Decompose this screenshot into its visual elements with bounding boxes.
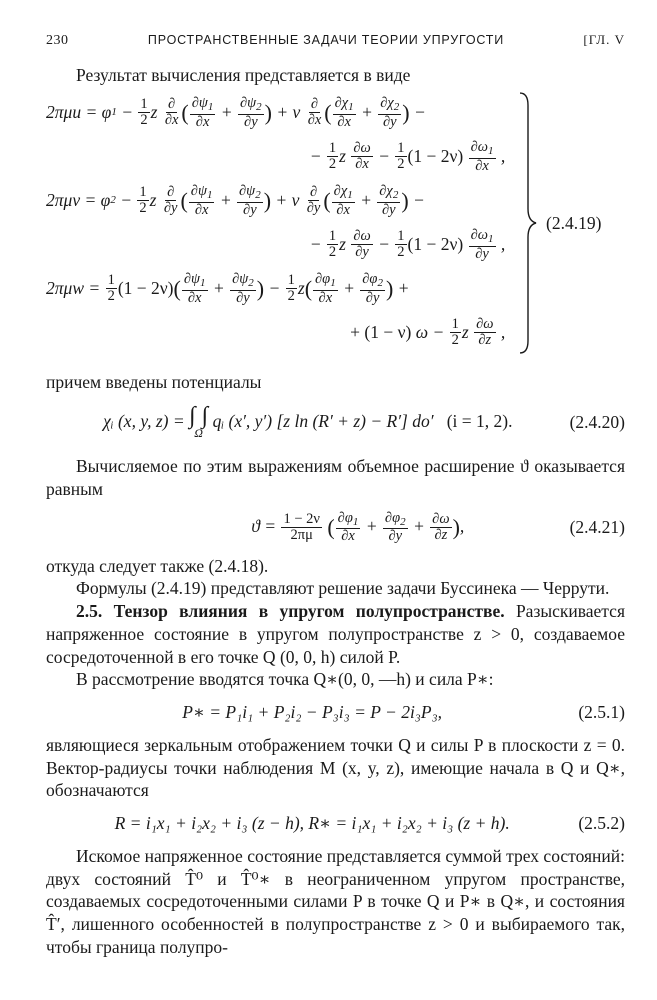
- equation-number: (2.5.1): [578, 702, 625, 723]
- consider-paragraph: В рассмотрение вводятся точка Q∗(0, 0, —h) и сила P∗:: [76, 669, 494, 690]
- section-heading: 2.5. Тензор влияния в упругом полупространстве.: [76, 601, 505, 622]
- eq-line-6: + (1 − ν) ω − $\frac{1}{2}$ z $\frac{\partial\omega}{\partial z}$ ,: [350, 316, 514, 349]
- intro-paragraph: Результат вычисления представляется в виде: [76, 65, 411, 86]
- equation-system-2-4-19: [46, 91, 625, 355]
- page-number: 230: [46, 33, 69, 48]
- eq-line-4: − $\frac{1}{2}$ z $\frac{\partial\omega}{\partial y}$ − $\frac{1}{2}$ (1 − 2ν) $\frac{\partial\omega_1}{\partial y}$ ,: [309, 227, 514, 262]
- equation-2-5-1: [46, 701, 625, 724]
- follows-line: откуда следует также (2.4.18).: [46, 555, 269, 576]
- formulas-paragraph: Формулы (2.4.19) представляют решение задачи Буссинека — Черрути.: [76, 578, 610, 599]
- chapter-label: [ГЛ. V: [583, 32, 625, 47]
- right-brace: [518, 91, 540, 355]
- equation-2-4-19-text: [0, 0, 1, 1]
- equation-2-5-2: [46, 812, 625, 835]
- integral-domain: Ω: [194, 425, 203, 440]
- eq-line-3: 2πμ v = φ 2 − $\frac{1}{2}$ z $\frac{\partial}{\partial y}$ ( $\frac{\partial\psi_1}{\partial x}$ + $\frac{\partial\psi_2}{\partial y}$ ) + ν $\frac{\partial}{\partial y}$ ( $\frac{\partial\chi_1}{\partial x}$ + $\frac{\partial\chi_2}{\partial y}$ ) −: [46, 183, 425, 218]
- equation-number: (2.5.2): [578, 813, 625, 834]
- eq-line-5: 2πμ w = $\frac{1}{2}$ (1 − 2ν) ( $\frac{\partial\psi_1}{\partial x}$ + $\frac{\partial\psi_2}{\partial y}$ ) − $\frac{1}{2}$ z ( $\frac{\partial\varphi_1}{\partial x}$ + $\frac{\partial\varphi_2}{\partial y}$ ) +: [46, 271, 410, 306]
- integral-signs: ∫ ∫: [189, 402, 209, 429]
- running-header: [46, 32, 625, 50]
- equation-number: (2.4.19): [546, 212, 602, 233]
- eq-expr: R = i₁x₁ + i₂x₂ + i₃ (z − h), R∗ = i₁x₁ + i₂x₂ + i₃ (z + h).: [114, 813, 510, 834]
- eq-lhs: χᵢ (x, y, z) =: [103, 410, 185, 431]
- eq-line-2: − $\frac{1}{2}$ z $\frac{\partial\omega}{\partial x}$ − $\frac{1}{2}$ (1 − 2ν) $\frac{\partial\omega_1}{\partial x}$ ,: [309, 139, 514, 174]
- brace-shape: [518, 91, 540, 355]
- section-text: Разыскивается напряженное состояние в упругом полупространстве z > 0, создаваемое сосредоточенной в его точке Q (0, 0, h) силой P.: [46, 601, 625, 667]
- eq-condition: (i = 1, 2).: [446, 410, 513, 431]
- volume-paragraph: Вычисляемое по этим выражениям объемное расширение ϑ оказывается равным: [46, 456, 625, 500]
- eq-rhs: qᵢ (x′, y′) [z ln (R′ + z) − R′] do′: [212, 410, 434, 431]
- equation-lines: [46, 91, 514, 355]
- equation-number: (2.4.20): [569, 412, 625, 433]
- final-paragraph: Искомое напряженное состояние представляется суммой трех состояний: двух состояний T̂⁰ и T̂⁰∗ в неограниченном упругом пространстве, создаваемых сосредоточенными силами P в точке Q и P∗ в Q∗, и состояния T̂′, лишенного особенностей в полупространстве z > 0 и выбираемого так, чтобы граница полупро-: [46, 845, 625, 957]
- equation-2-4-20: [46, 404, 625, 442]
- running-title: ПРОСТРАНСТВЕННЫЕ ЗАДАЧИ ТЕОРИИ УПРУГОСТИ: [147, 33, 504, 47]
- double-integral: [189, 404, 208, 442]
- eq-expr: P∗ = P₁i₁ + P₂i₂ − P₃i₃ = P − 2i₃P₃,: [182, 702, 443, 723]
- equation-number: (2.4.21): [569, 517, 625, 538]
- mirror-paragraph: являющиеся зеркальным отображением точки Q и силы P в плоскости z = 0. Вектор-радиусы точки наблюдения M (x, y, z), имеющие начала в Q и Q∗, обозначаются: [46, 734, 625, 801]
- potentials-intro: причем введены потенциалы: [46, 371, 262, 392]
- section-paragraph: [46, 600, 625, 668]
- eq-line-1: 2πμ u = φ 1 − $\frac{1}{2}$ z $\frac{\partial}{\partial x}$ ( $\frac{\partial\psi_1}{\partial x}$ + $\frac{\partial\psi_2}{\partial y}$ ) + ν $\frac{\partial}{\partial x}$ ( $\frac{\partial\chi_1}{\partial x}$ + $\frac{\partial\chi_2}{\partial y}$ ) −: [46, 95, 426, 130]
- equation-2-4-21: ϑ = $\frac{1 - 2\nu}{2\pi\mu}$ ( $\frac{\partial\varphi_1}{\partial x}$ + $\frac{\partial\varphi_2}{\partial y}$ + $\frac{\partial\omega}{\partial z}$ ), (2.4.21): [251, 509, 625, 545]
